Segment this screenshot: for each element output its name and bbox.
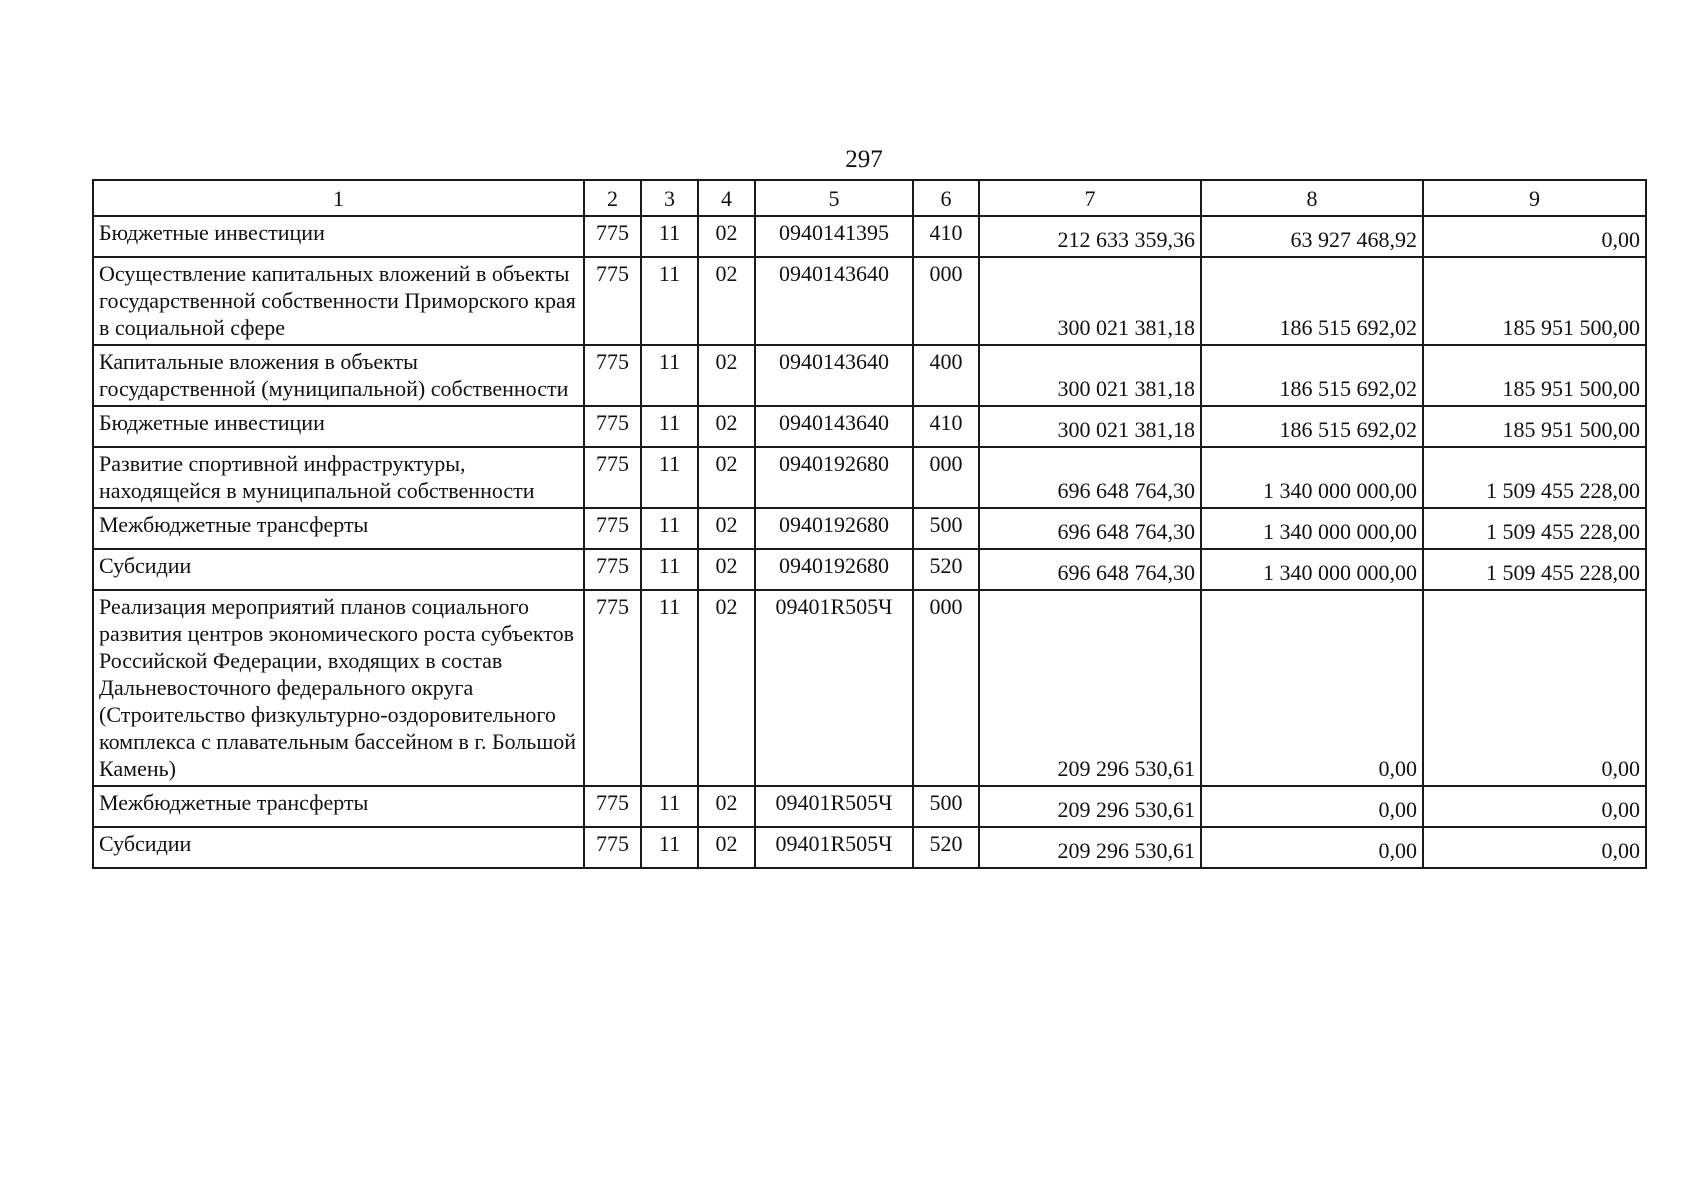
column-header: 9 — [1423, 180, 1646, 216]
section-code-cell: 11 — [641, 257, 698, 345]
section-code-cell: 11 — [641, 406, 698, 447]
table-row — [93, 590, 1646, 786]
budget-table — [92, 179, 1647, 869]
expense-type-cell: 520 — [913, 827, 979, 868]
ministry-code-cell: 775 — [584, 257, 641, 345]
amount-col9-cell: 185 951 500,00 — [1423, 345, 1646, 406]
expense-type-cell: 000 — [913, 590, 979, 786]
amount-col8-cell: 0,00 — [1201, 827, 1423, 868]
expense-type-cell: 500 — [913, 786, 979, 827]
ministry-code-cell: 775 — [584, 406, 641, 447]
section-code-cell: 11 — [641, 827, 698, 868]
expense-type-cell: 520 — [913, 549, 979, 590]
section-code-cell: 11 — [641, 216, 698, 257]
ministry-code-cell: 775 — [584, 786, 641, 827]
section-code-cell: 11 — [641, 786, 698, 827]
item-name-cell: Субсидии — [93, 827, 584, 868]
table-row — [93, 216, 1646, 257]
column-header: 8 — [1201, 180, 1423, 216]
ministry-code-cell: 775 — [584, 508, 641, 549]
table-row — [93, 345, 1646, 406]
table-row — [93, 786, 1646, 827]
amount-col7-cell: 696 648 764,30 — [979, 447, 1201, 508]
subsection-code-cell: 02 — [698, 345, 755, 406]
amount-col9-cell: 0,00 — [1423, 827, 1646, 868]
item-name-cell: Капитальные вложения в объекты государственной (муниципальной) собственности — [93, 345, 584, 406]
amount-col8-cell: 1 340 000 000,00 — [1201, 549, 1423, 590]
target-article-cell: 09401R505Ч — [755, 590, 913, 786]
column-header: 3 — [641, 180, 698, 216]
amount-col9-cell: 0,00 — [1423, 590, 1646, 786]
target-article-cell: 09401R505Ч — [755, 786, 913, 827]
expense-type-cell: 410 — [913, 406, 979, 447]
ministry-code-cell: 775 — [584, 216, 641, 257]
amount-col7-cell: 300 021 381,18 — [979, 257, 1201, 345]
column-header: 5 — [755, 180, 913, 216]
table-row — [93, 549, 1646, 590]
expense-type-cell: 410 — [913, 216, 979, 257]
table-row — [93, 827, 1646, 868]
column-number-header-row — [93, 180, 1646, 216]
amount-col7-cell: 696 648 764,30 — [979, 508, 1201, 549]
item-name-cell: Бюджетные инвестиции — [93, 406, 584, 447]
subsection-code-cell: 02 — [698, 786, 755, 827]
amount-col8-cell: 186 515 692,02 — [1201, 406, 1423, 447]
subsection-code-cell: 02 — [698, 549, 755, 590]
column-header: 6 — [913, 180, 979, 216]
target-article-cell: 0940192680 — [755, 549, 913, 590]
column-header: 1 — [93, 180, 584, 216]
amount-col8-cell: 186 515 692,02 — [1201, 345, 1423, 406]
table-row — [93, 257, 1646, 345]
subsection-code-cell: 02 — [698, 406, 755, 447]
subsection-code-cell: 02 — [698, 827, 755, 868]
item-name-cell: Межбюджетные трансферты — [93, 786, 584, 827]
amount-col8-cell: 1 340 000 000,00 — [1201, 447, 1423, 508]
target-article-cell: 09401R505Ч — [755, 827, 913, 868]
target-article-cell: 0940141395 — [755, 216, 913, 257]
table-row — [93, 447, 1646, 508]
ministry-code-cell: 775 — [584, 447, 641, 508]
amount-col7-cell: 209 296 530,61 — [979, 827, 1201, 868]
ministry-code-cell: 775 — [584, 549, 641, 590]
ministry-code-cell: 775 — [584, 345, 641, 406]
target-article-cell: 0940192680 — [755, 447, 913, 508]
amount-col9-cell: 1 509 455 228,00 — [1423, 549, 1646, 590]
table-row — [93, 406, 1646, 447]
amount-col7-cell: 300 021 381,18 — [979, 345, 1201, 406]
expense-type-cell: 400 — [913, 345, 979, 406]
amount-col7-cell: 209 296 530,61 — [979, 590, 1201, 786]
target-article-cell: 0940143640 — [755, 257, 913, 345]
expense-type-cell: 500 — [913, 508, 979, 549]
column-header: 7 — [979, 180, 1201, 216]
section-code-cell: 11 — [641, 590, 698, 786]
amount-col9-cell: 1 509 455 228,00 — [1423, 508, 1646, 549]
expense-type-cell: 000 — [913, 447, 979, 508]
table-row — [93, 508, 1646, 549]
amount-col8-cell: 1 340 000 000,00 — [1201, 508, 1423, 549]
page-number: 297 — [845, 146, 883, 173]
target-article-cell: 0940143640 — [755, 345, 913, 406]
section-code-cell: 11 — [641, 508, 698, 549]
amount-col7-cell: 212 633 359,36 — [979, 216, 1201, 257]
section-code-cell: 11 — [641, 549, 698, 590]
ministry-code-cell: 775 — [584, 590, 641, 786]
amount-col8-cell: 0,00 — [1201, 786, 1423, 827]
amount-col8-cell: 63 927 468,92 — [1201, 216, 1423, 257]
ministry-code-cell: 775 — [584, 827, 641, 868]
subsection-code-cell: 02 — [698, 216, 755, 257]
expense-type-cell: 000 — [913, 257, 979, 345]
item-name-cell: Бюджетные инвестиции — [93, 216, 584, 257]
target-article-cell: 0940143640 — [755, 406, 913, 447]
item-name-cell: Осуществление капитальных вложений в объекты государственной собственности Приморского края в социальной сфере — [93, 257, 584, 345]
amount-col7-cell: 300 021 381,18 — [979, 406, 1201, 447]
amount-col9-cell: 185 951 500,00 — [1423, 406, 1646, 447]
subsection-code-cell: 02 — [698, 590, 755, 786]
column-header: 4 — [698, 180, 755, 216]
amount-col7-cell: 209 296 530,61 — [979, 786, 1201, 827]
item-name-cell: Реализация мероприятий планов социального развития центров экономического роста субъектов Российской Федерации, входящих в состав Дальневосточного федерального округа (Строительство физкультурно-оздоровительного комплекса с плавательным бассейном в г. Большой Камень) — [93, 590, 584, 786]
amount-col9-cell: 1 509 455 228,00 — [1423, 447, 1646, 508]
section-code-cell: 11 — [641, 345, 698, 406]
section-code-cell: 11 — [641, 447, 698, 508]
subsection-code-cell: 02 — [698, 447, 755, 508]
amount-col8-cell: 186 515 692,02 — [1201, 257, 1423, 345]
subsection-code-cell: 02 — [698, 257, 755, 345]
target-article-cell: 0940192680 — [755, 508, 913, 549]
amount-col9-cell: 0,00 — [1423, 216, 1646, 257]
amount-col9-cell: 185 951 500,00 — [1423, 257, 1646, 345]
column-header: 2 — [584, 180, 641, 216]
amount-col8-cell: 0,00 — [1201, 590, 1423, 786]
item-name-cell: Межбюджетные трансферты — [93, 508, 584, 549]
item-name-cell: Развитие спортивной инфраструктуры, находящейся в муниципальной собственности — [93, 447, 584, 508]
subsection-code-cell: 02 — [698, 508, 755, 549]
amount-col9-cell: 0,00 — [1423, 786, 1646, 827]
item-name-cell: Субсидии — [93, 549, 584, 590]
amount-col7-cell: 696 648 764,30 — [979, 549, 1201, 590]
